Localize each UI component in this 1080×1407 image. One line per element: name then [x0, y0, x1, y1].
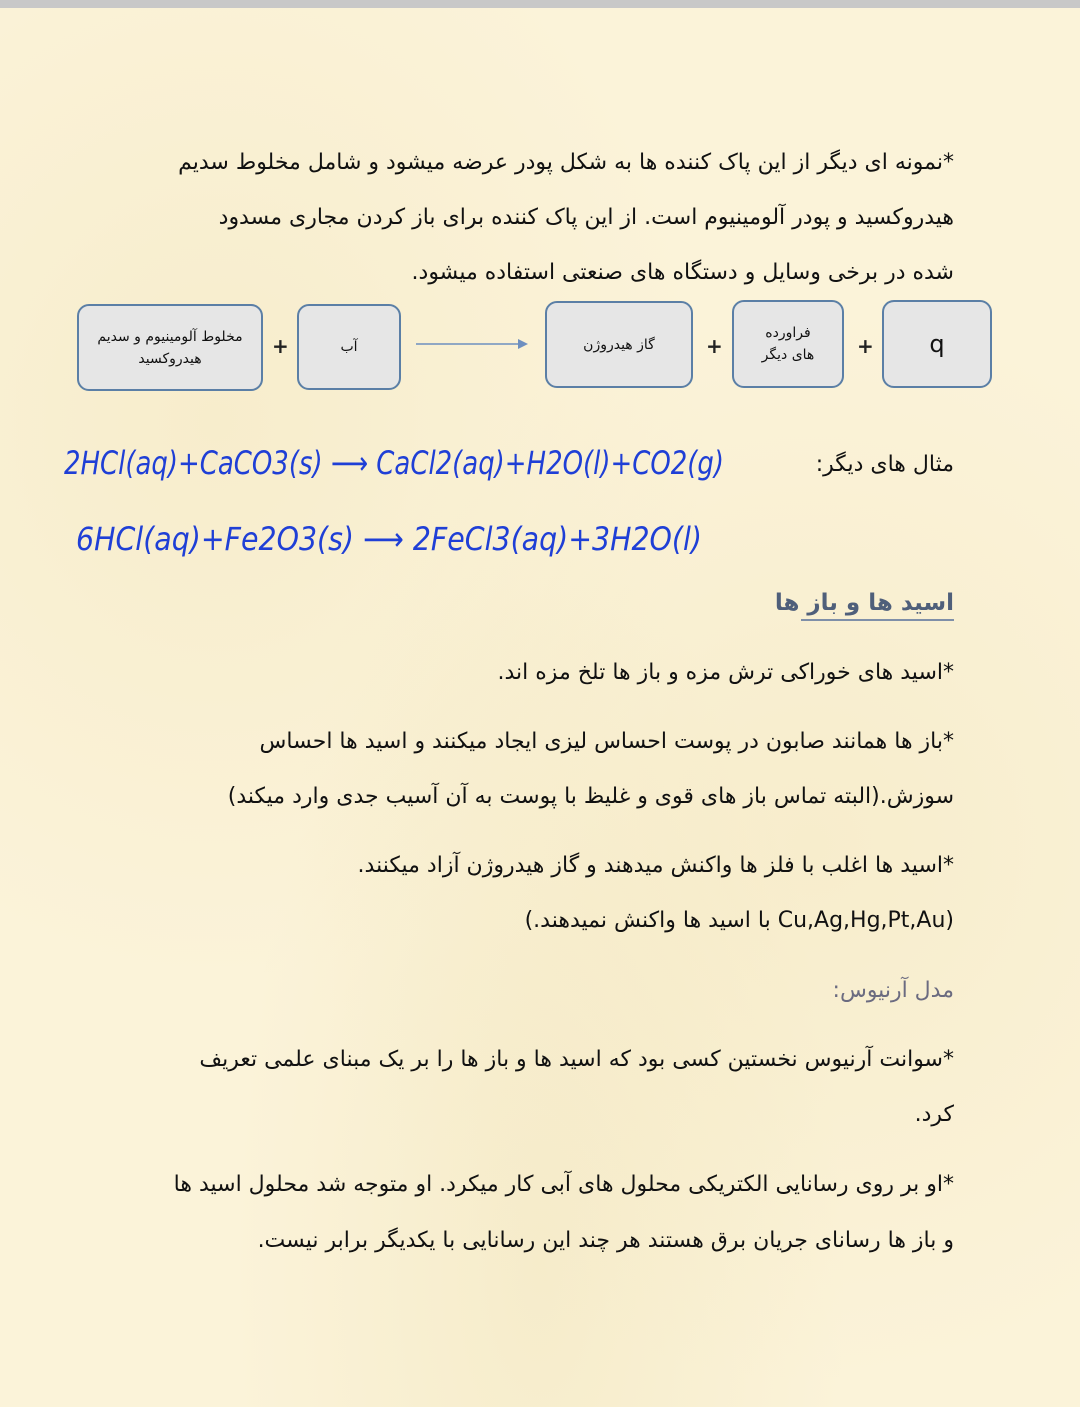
diagram-box-mixture — [77, 304, 263, 391]
diagram-box-products — [732, 300, 844, 388]
section-title-underline — [801, 619, 954, 621]
paragraph-4-line-1: *اسید ها اغلب با فلز ها واکنش میدهند و گاز هیدروژن آزاد میکنند. — [357, 853, 954, 878]
diagram-box-hydrogen-label: گاز هیدروژن — [583, 336, 655, 353]
paragraph-5-line-2: کرد. — [914, 1102, 954, 1127]
paragraph-3-line-2: سوزش.(البته تماس باز های قوی و غلیظ با پوست به آن آسیب جدی وارد میکند) — [227, 784, 954, 809]
paragraph-6-line-2: و باز ها رسانای جریان برق هستند هر چند این رسانایی با یکدیگر برابر نیست. — [257, 1228, 954, 1253]
paragraph-6-line-1: *او بر روی رسانایی الکتریکی محلول های آبی کار میکرد. او متوجه شد محلول اسید ها — [173, 1172, 954, 1197]
paragraph-1-line-1: *نمونه ای دیگر از این پاک کننده ها به شکل پودر عرضه میشود و شامل مخلوط سدیم — [178, 150, 954, 175]
paragraph-1-line-2: هیدروکسید و پودر آلومینیوم است. از این پاک کننده برای باز کردن مجاری مسدود — [218, 205, 954, 230]
diagram-box-water — [297, 304, 401, 390]
handwritten-equation-1 — [60, 432, 760, 496]
paragraph-5-line-1: *سوانت آرنیوس نخستین کسی بود که اسید ها و باز ها را بر یک مبنای علمی تعریف — [199, 1047, 954, 1072]
diagram-plus-2: + — [706, 334, 723, 358]
paragraph-2: *اسید های خوراکی ترش مزه و باز ها تلخ مزه اند. — [497, 660, 954, 685]
diagram-box-mixture-label: مخلوط آلومینیوم و سدیم هیدروکسید — [97, 328, 243, 367]
subheading-arrhenius: مدل آرنیوس: — [832, 978, 954, 1003]
paragraph-4-line-2: (Cu,Ag,Hg,Pt,Au با اسید ها واکنش نمیدهند.) — [524, 908, 954, 933]
diagram-plus-1: + — [272, 334, 289, 358]
handwritten-equation-2 — [60, 508, 760, 572]
section-title: اسید ها و باز ها — [774, 590, 954, 616]
equation-2-text: 6HCl(aq)+Fe2O3(s) ⟶ 2FeCl3(aq)+3H2O(l) — [76, 520, 702, 558]
diagram-box-hydrogen — [545, 301, 693, 388]
examples-label: مثال های دیگر: — [815, 452, 954, 477]
equation-1-text: 2HCl(aq)+CaCO3(s) ⟶ CaCl2(aq)+H2O(l)+CO2(g) — [64, 444, 724, 482]
paragraph-1-line-3: شده در برخی وسایل و دستگاه های صنعتی استفاده میشود. — [411, 260, 954, 285]
diagram-box-products-label: فراورده های دیگر — [761, 325, 815, 363]
diagram-box-water-label: آب — [340, 339, 358, 355]
diagram-reaction-arrow — [414, 336, 532, 352]
diagram-box-q-label: q — [929, 330, 945, 358]
top-divider — [0, 0, 1080, 8]
diagram-plus-3: + — [857, 334, 874, 358]
paragraph-3-line-1: *باز ها همانند صابون در پوست احساس لیزی ایجاد میکنند و اسید ها احساس — [259, 729, 954, 754]
diagram-box-q — [882, 300, 992, 388]
